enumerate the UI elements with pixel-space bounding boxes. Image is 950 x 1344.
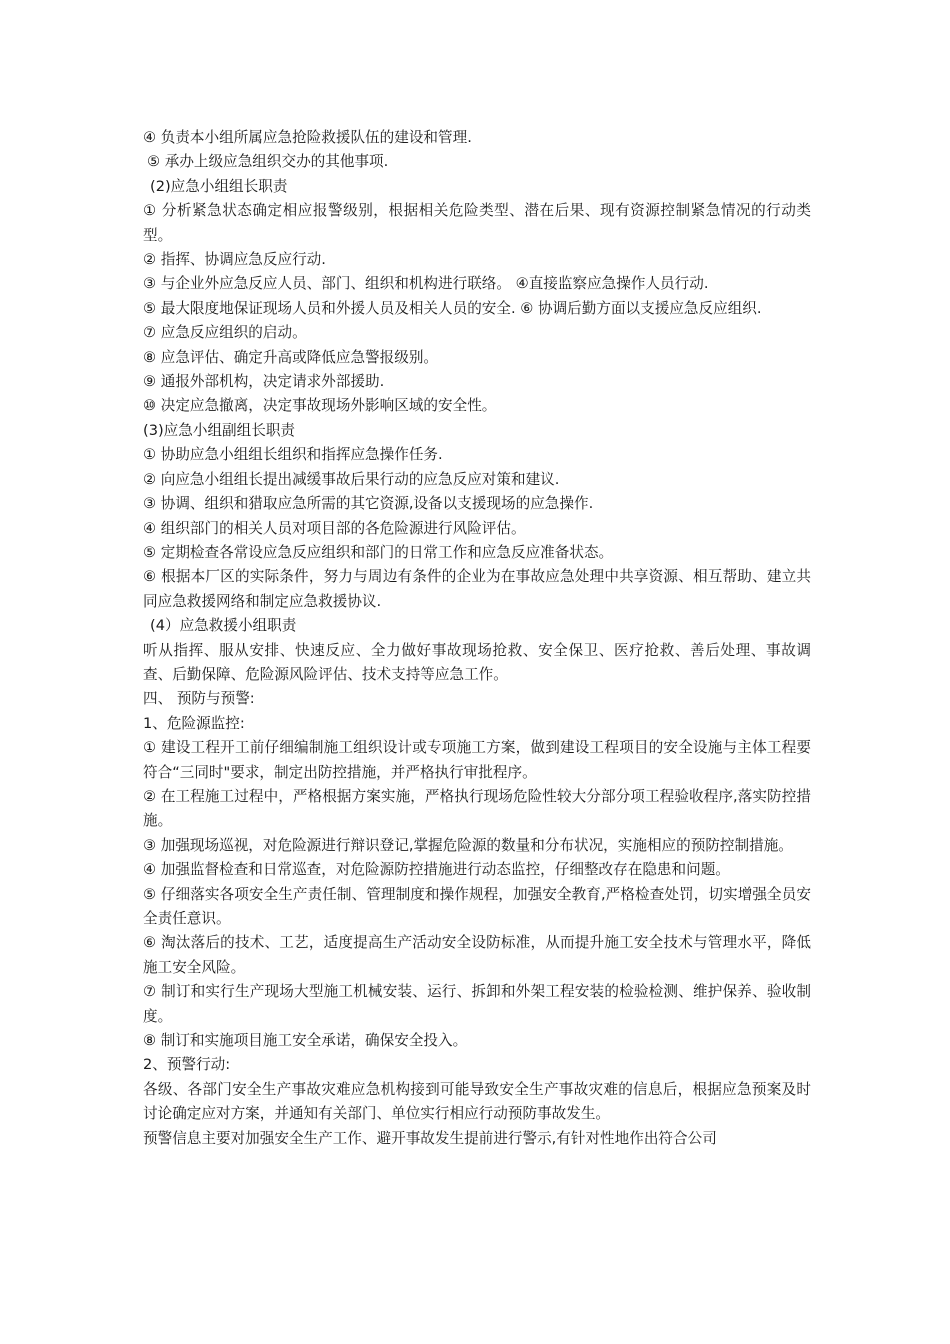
section-heading: 四、 预防与预警: (143, 690, 255, 708)
text-line: ⑥ 淘汰落后的技术、工艺，适度提高生产活动安全设防标准，从而提升施工安全技术与管理水平，降低施工安全风险。 (143, 934, 811, 976)
text-line: ③ 加强现场巡视，对危险源进行辩识登记,掌握危险源的数量和分布状况，实施相应的预防控制措施。 (143, 836, 793, 854)
text-line: ⑤ 仔细落实各项安全生产责任制、管理制度和操作规程，加强安全教育,严格检查处罚，切实增强全员安全责任意识。 (143, 885, 811, 927)
text-line: 各级、各部门安全生产事故灾难应急机构接到可能导致安全生产事故灾难的信息后，根据应急预案及时讨论确定应对方案，并通知有关部门、单位实行相应行动预防事故发生。 (143, 1080, 811, 1123)
text-line: ⑨ 通报外部机构，决定请求外部援助. (143, 373, 385, 391)
text-line: 听从指挥、服从安排、快速反应、全力做好事故现场抢救、安全保卫、医疗抢救、善后处理、事故调查、后勤保障、危险源风险评估、技术支持等应急工作。 (143, 641, 811, 683)
text-line: ② 指挥、协调应急反应行动. (143, 251, 326, 269)
text-line: ① 分析紧急状态确定相应报警级别，根据相关危险类型、潜在后果、现有资源控制紧急情况的行动类型。 (143, 202, 811, 244)
text-line: ⑦ 制订和实行生产现场大型施工机械安装、运行、拆卸和外架工程安装的检验检测、维护保养、验收制度。 (143, 983, 811, 1025)
text-line: ① 建设工程开工前仔细编制施工组织设计或专项施工方案，做到建设工程项目的安全设施与主体工程要符合“三同时"要求，制定出防控措施，并严格执行审批程序。 (143, 739, 811, 781)
section-heading: 2、预警行动: (143, 1056, 231, 1074)
text-line: ② 向应急小组组长提出减缓事故后果行动的应急反应对策和建议. (143, 470, 560, 488)
text-line: ⑦ 应急反应组织的启动。 (143, 324, 307, 342)
text-line: ⑩ 决定应急撤离，决定事故现场外影响区域的安全性。 (143, 397, 497, 415)
text-line: ⑤ 承办上级应急组织交办的其他事项. (147, 153, 389, 171)
text-line: ④ 组织部门的相关人员对项目部的各危险源进行风险评估。 (143, 519, 526, 537)
section-heading: (4）应急救援小组职责 (150, 617, 297, 635)
text-line: ⑤ 定期检查各常设应急反应组织和部门的日常工作和应急反应准备状态。 (143, 543, 614, 561)
text-line: 预警信息主要对加强安全生产工作、避开事故发生提前进行警示,有针对性地作出符合公司 (143, 1129, 717, 1147)
text-line: ④ 负责本小组所属应急抢险救援队伍的建设和管理. (143, 129, 472, 146)
text-line: ② 在工程施工过程中，严格根据方案实施，严格执行现场危险性较大分部分项工程验收程序,落实防控措施。 (143, 787, 811, 830)
text-line: ① 协助应急小组组长组织和指挥应急操作任务. (143, 446, 443, 464)
text-line: ④ 加强监督检查和日常巡查，对危险源防控措施进行动态监控，仔细整改存在隐患和问题。 (143, 861, 730, 879)
text-line: ③ 协调、组织和猎取应急所需的其它资源,设备以支援现场的应急操作. (143, 495, 594, 513)
section-heading: 1、危险源监控: (143, 714, 245, 732)
document-body (143, 126, 811, 1151)
text-line: ⑥ 根据本厂区的实际条件，努力与周边有条件的企业为在事故应急处理中共享资源、相互帮助、建立共同应急救援网络和制定应急救援协议. (143, 568, 811, 610)
section-heading: (2)应急小组组长职责 (150, 177, 288, 195)
section-heading: (3)应急小组副组长职责 (143, 421, 296, 439)
text-line: ⑤ 最大限度地保证现场人员和外援人员及相关人员的安全. ⑥ 协调后勤方面以支援应急反应组织. (143, 299, 762, 317)
text-line: ③ 与企业外应急反应人员、部门、组织和机构进行联络。 ④直接监察应急操作人员行动. (143, 275, 709, 293)
text-line: ⑧ 制订和实施项目施工安全承诺，确保安全投入。 (143, 1032, 468, 1050)
text-line: ⑧ 应急评估、确定升高或降低应急警报级别。 (143, 348, 439, 366)
